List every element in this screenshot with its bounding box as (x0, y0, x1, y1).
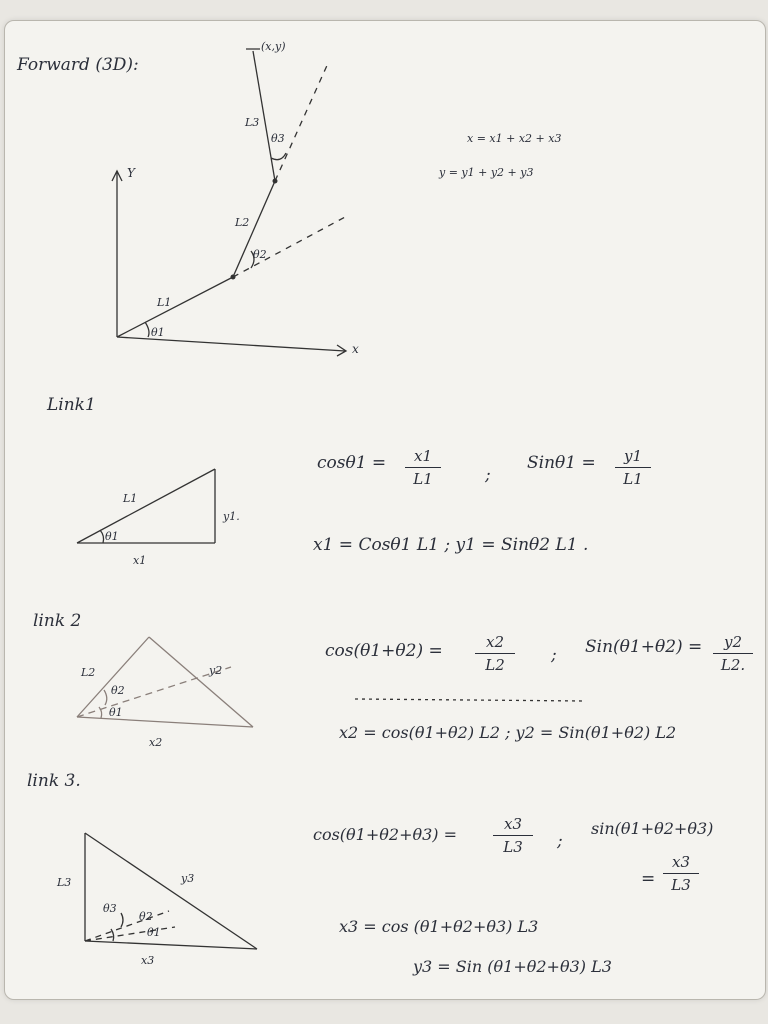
link2-hyp-label: L2 (81, 666, 96, 679)
link1-triangle (77, 469, 215, 543)
fraction-bar (713, 653, 753, 654)
link1-cos-denominator: L1 (413, 470, 433, 488)
link2-heading: link 2 (33, 611, 82, 631)
link3-cos-fraction (493, 815, 533, 856)
link3-adj-label: x3 (141, 954, 155, 967)
theta3-arc (271, 153, 286, 160)
link3-sin-equals: = (641, 869, 656, 889)
link2-triangle (77, 637, 253, 727)
link3-length-label: L3 (245, 116, 260, 129)
y-axis-label: Y (127, 166, 135, 180)
link1-sin-numerator: y1 (623, 447, 643, 465)
link2-cos-lhs: cos(θ1+θ2) = (325, 641, 443, 661)
faint-scribble (355, 699, 585, 701)
joint-3 (273, 179, 278, 184)
link3-angle1-label: θ1 (147, 926, 161, 939)
end-effector-label: (x,y) (261, 40, 286, 53)
theta3-label: θ3 (271, 132, 285, 145)
link1-hyp-label: L1 (123, 492, 138, 505)
x-axis (117, 337, 345, 351)
theta1-label: θ1 (151, 326, 165, 339)
link3-triangle (85, 833, 257, 949)
hand-drawn-figures (5, 21, 765, 999)
link2-adj-label: x2 (149, 736, 163, 749)
link1-opp-label: y1. (223, 510, 240, 523)
link1-cos-numerator: x1 (413, 447, 432, 465)
link2-sin-lhs: Sin(θ1+θ2) = (585, 637, 703, 657)
link3-cos-denominator: L3 (503, 838, 523, 856)
link2-cos-denominator: L2 (485, 656, 505, 674)
link1-cos-fraction (405, 447, 441, 488)
link2-angle1-label: θ1 (109, 706, 123, 719)
link-1 (117, 277, 233, 337)
link3-opp-label: y3 (181, 872, 195, 885)
link2-equation-2: x2 = cos(θ1+θ2) L2 ; y2 = Sin(θ1+θ2) L2 (339, 723, 677, 742)
link1-length-label: L1 (157, 296, 172, 309)
fraction-bar (405, 467, 441, 468)
link3-angle3-label: θ3 (103, 902, 117, 915)
link-2-extension (275, 61, 329, 181)
link2-sin-fraction (713, 633, 753, 674)
joint-2 (231, 275, 236, 280)
link3-heading: link 3. (27, 771, 81, 791)
link1-sin-denominator: L1 (623, 470, 643, 488)
link3-hyp-label: L3 (57, 876, 72, 889)
link3-sin-fraction (663, 853, 699, 894)
fraction-bar (493, 835, 533, 836)
link1-sin-lhs: Sinθ1 = (527, 453, 596, 473)
arm-diagram (112, 49, 347, 356)
sum-equation-y: y = y1 + y2 + y3 (439, 166, 534, 179)
link2-sin-denominator: L2. (720, 656, 746, 674)
link2-sin-numerator: y2 (723, 633, 743, 651)
link2-angle2-label: θ2 (111, 684, 125, 697)
link1-cos-lhs: cosθ1 = (317, 453, 387, 473)
link2-cos-numerator: x2 (485, 633, 504, 651)
link1-adj-label: x1 (133, 554, 147, 567)
link3-equation-3: y3 = Sin (θ1+θ2+θ3) L3 (413, 957, 612, 976)
link1-heading: Link1 (47, 395, 96, 415)
link2-length-label: L2 (235, 216, 250, 229)
link1-separator: ; (485, 465, 491, 485)
link3-angle2-label: θ2 (139, 910, 153, 923)
fraction-bar (663, 873, 699, 874)
theta1-arc (145, 322, 149, 337)
link2-cos-fraction (475, 633, 515, 674)
link3-separator: ; (557, 831, 563, 851)
notebook-page (4, 20, 766, 1000)
theta2-label: θ2 (253, 248, 267, 261)
sum-equation-x: x = x1 + x2 + x3 (467, 132, 562, 145)
link3-sin-denominator: L3 (671, 876, 691, 894)
link3-cos-lhs: cos(θ1+θ2+θ3) = (313, 825, 458, 844)
link3-sin-numerator: x3 (671, 853, 690, 871)
link2-opp-label: y2 (209, 664, 223, 677)
link2-separator: ; (551, 645, 557, 665)
page-title: Forward (3D): (17, 55, 139, 75)
fraction-bar (615, 467, 651, 468)
link1-angle-label: θ1 (105, 530, 119, 543)
link-1-extension (233, 216, 347, 277)
link3-equation-2: x3 = cos (θ1+θ2+θ3) L3 (339, 917, 539, 936)
link1-equation-2: x1 = Cosθ1 L1 ; y1 = Sinθ2 L1 . (313, 535, 589, 555)
link3-sin-lhs: sin(θ1+θ2+θ3) (591, 819, 714, 838)
link1-sin-fraction (615, 447, 651, 488)
fraction-bar (475, 653, 515, 654)
link3-cos-numerator: x3 (503, 815, 522, 833)
x-axis-label: x (352, 342, 359, 356)
